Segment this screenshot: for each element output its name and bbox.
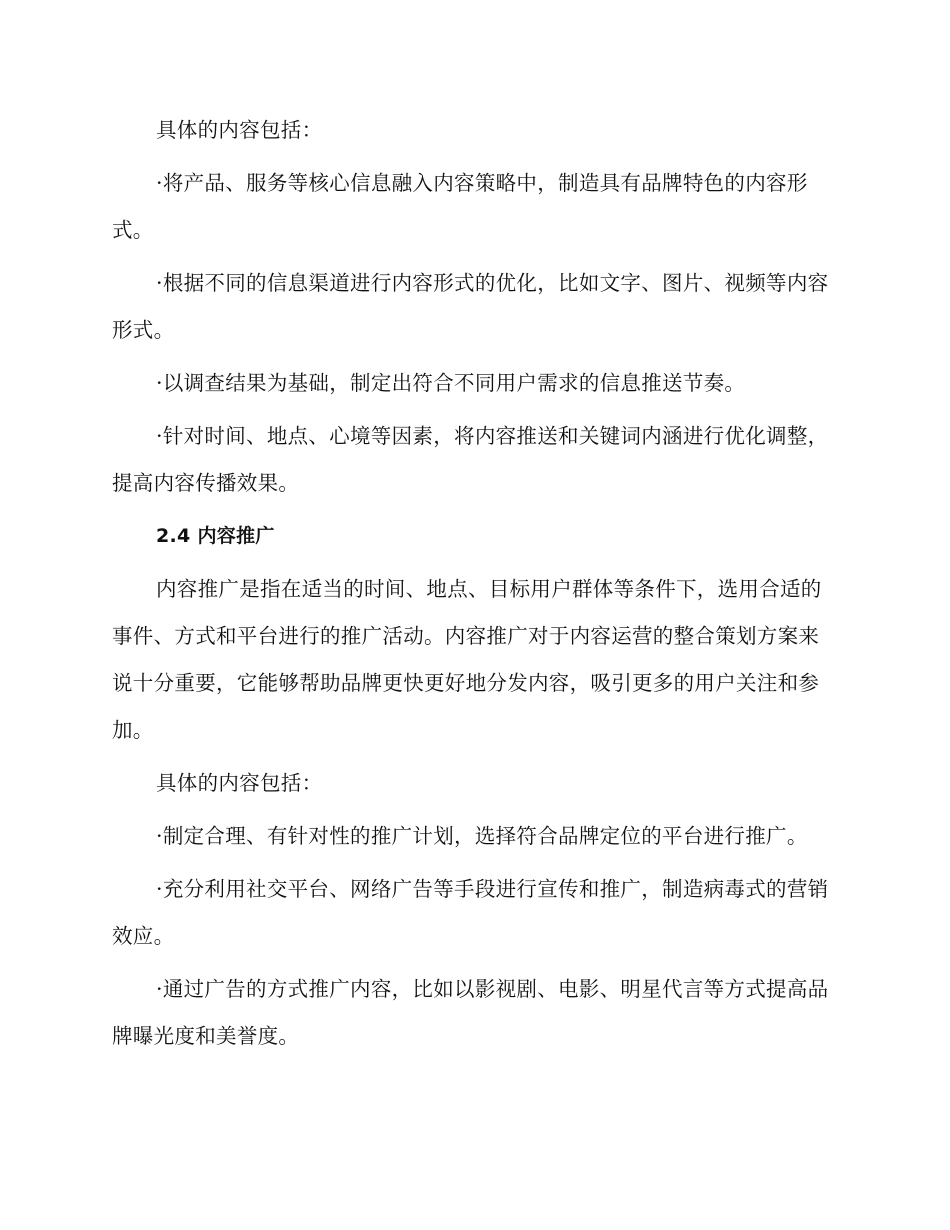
section2-bullet-3: ·通过广告的方式推广内容，比如以影视剧、电影、明星代言等方式提高品牌曝光度和美誉度。 [112,977,829,1048]
section1-bullet-1: ·将产品、服务等核心信息融入内容策略中，制造具有品牌特色的内容形式。 [112,171,808,242]
section1-bullet-3: ·以调查结果为基础，制定出符合不同用户需求的信息推送节奏。 [156,371,746,395]
section2-intro: 具体的内容包括： [156,771,323,795]
section2-bullet-1: ·制定合理、有针对性的推广计划，选择符合品牌定位的平台进行推广。 [156,824,808,848]
section1-bullet-4: ·针对时间、地点、心境等因素，将内容推送和关键词内涵进行优化调整，提高内容传播效果。 [112,424,829,495]
section-heading-2-4: 2.4 内容推广 [156,525,275,547]
section2-bullet-2: ·充分利用社交平台、网络广告等手段进行宣传和推广，制造病毒式的营销效应。 [112,877,829,948]
page-content [112,107,830,1060]
section1-intro: 具体的内容包括： [156,118,323,142]
section2-paragraph: 内容推广是指在适当的时间、地点、目标用户群体等条件下，选用合适的事件、方式和平台进行的推广活动。内容推广对于内容运营的整合策划方案来说十分重要，它能够帮助品牌更快更好地分发内容，吸引更多的用户关注和参加。 [112,577,822,742]
section1-bullet-2: ·根据不同的信息渠道进行内容形式的优化，比如文字、图片、视频等内容形式。 [112,271,829,342]
